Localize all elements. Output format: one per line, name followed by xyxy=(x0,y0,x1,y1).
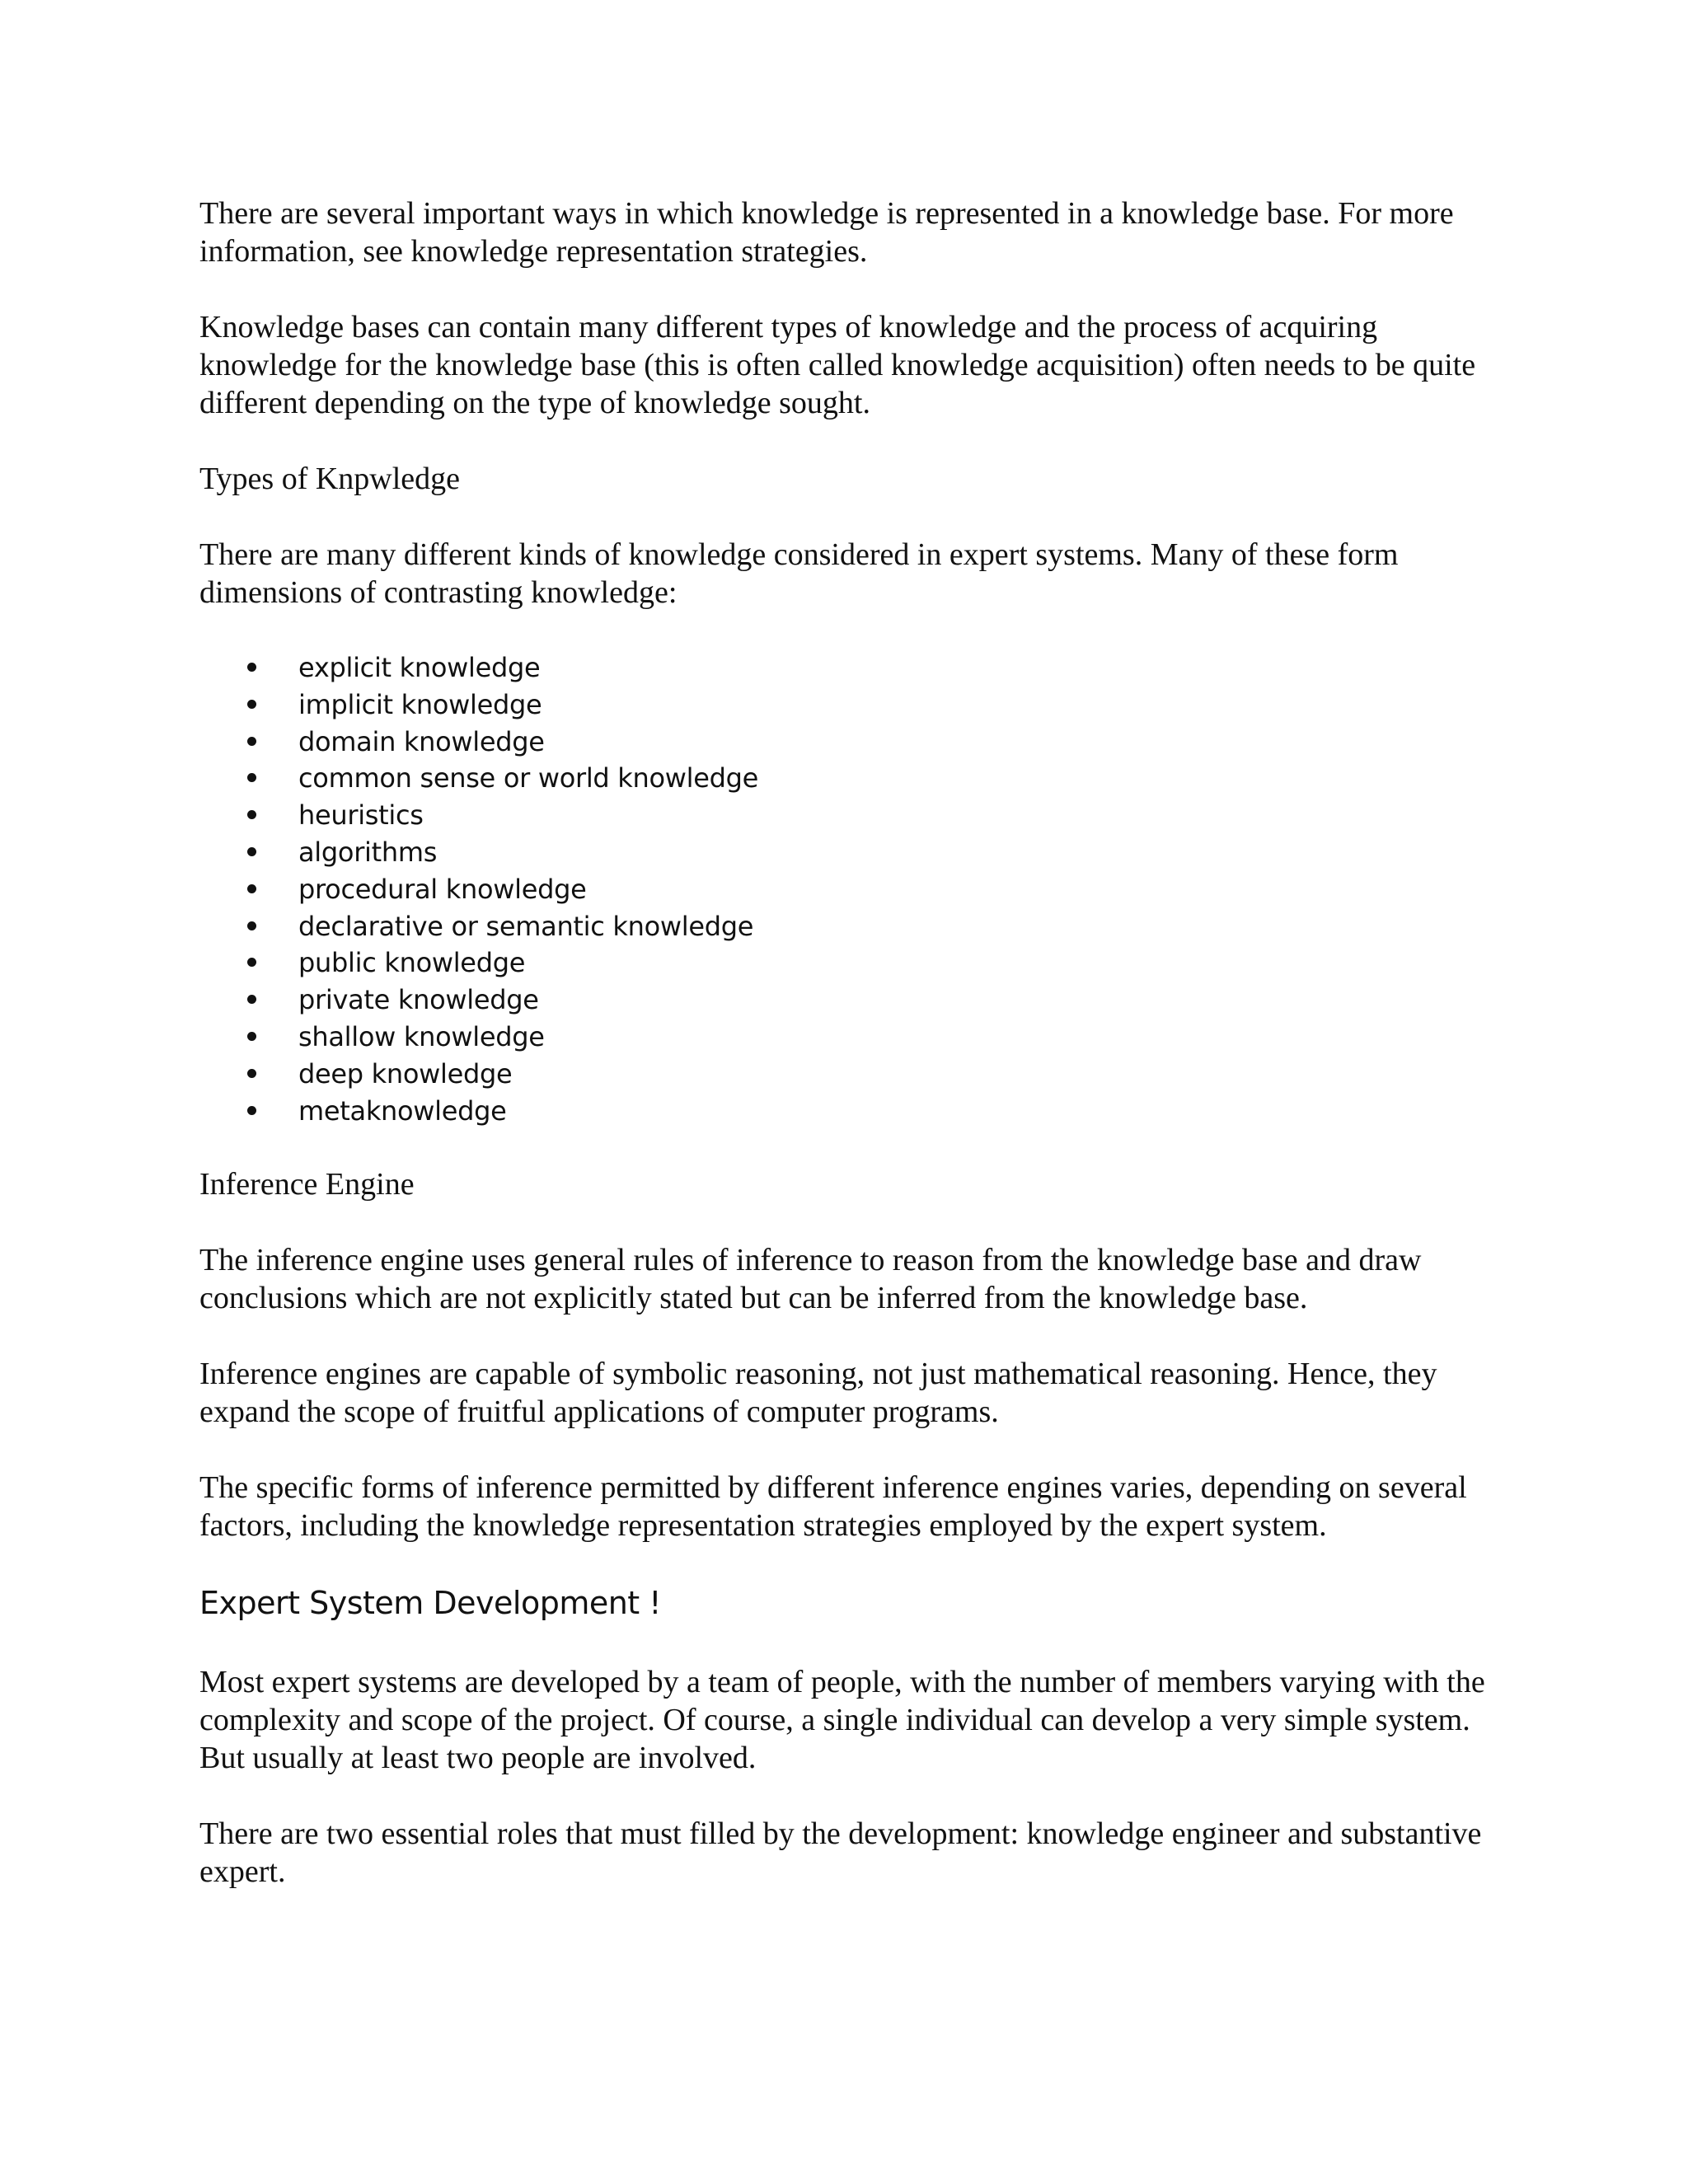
list-item xyxy=(199,1019,1502,1056)
list-item xyxy=(199,760,1502,797)
bullet-icon xyxy=(247,884,256,893)
list-item-label: explicit knowledge xyxy=(298,652,541,683)
list-item xyxy=(199,871,1502,908)
bullet-icon xyxy=(247,1106,256,1115)
bullet-icon xyxy=(247,995,256,1004)
list-item-label: heuristics xyxy=(298,799,424,832)
list-item xyxy=(199,649,1502,687)
list-item-label: implicit knowledge xyxy=(298,688,542,720)
knowledge-types-list xyxy=(199,649,1502,1129)
list-item-label: metaknowledge xyxy=(298,1094,507,1127)
list-item-label: procedural knowledge xyxy=(298,873,587,905)
list-item-label: declarative or semantic knowledge xyxy=(298,910,754,942)
intro-paragraph-1: There are several important ways in which knowledge is represented in a knowledge base. For more information, see knowledge representation strategies. xyxy=(199,196,1454,269)
list-item-label: algorithms xyxy=(298,836,438,868)
types-heading: Types of Knpwledge xyxy=(199,462,461,496)
types-intro-paragraph: There are many different kinds of knowledge considered in expert systems. Many of these form dimensions of contrasting knowledge: xyxy=(199,537,1399,610)
bullet-icon xyxy=(247,847,256,856)
list-item-label: common sense or world knowledge xyxy=(298,762,759,794)
bullet-icon xyxy=(247,921,256,930)
intro-paragraph-2: Knowledge bases can contain many different types of knowledge and the process of acquiring knowledge for the knowledge base (this is often called knowledge acquisition) often needs to be quite different depending on the type of knowledge sought. xyxy=(199,310,1476,420)
list-item xyxy=(199,982,1502,1019)
list-item xyxy=(199,1093,1502,1130)
inference-paragraph-1: The inference engine uses general rules of inference to reason from the knowledge base and draw conclusions which are not explicitly stated but can be inferred from the knowledge base. xyxy=(199,1243,1422,1316)
bullet-icon xyxy=(247,737,256,746)
list-item xyxy=(199,834,1502,871)
bullet-icon xyxy=(247,1069,256,1078)
list-item xyxy=(199,908,1502,945)
inference-paragraph-2: Inference engines are capable of symbolic reasoning, not just mathematical reasoning. Hence, they expand the scope of fruitful applications of computer programs. xyxy=(199,1357,1437,1430)
list-item xyxy=(199,724,1502,761)
inference-heading: Inference Engine xyxy=(199,1167,415,1202)
development-paragraph-2: There are two essential roles that must filled by the development: knowledge engineer and substantive expert. xyxy=(199,1816,1482,1890)
list-item xyxy=(199,687,1502,724)
bullet-icon xyxy=(247,1032,256,1041)
list-item xyxy=(199,797,1502,834)
bullet-icon xyxy=(247,773,256,782)
list-item-label: deep knowledge xyxy=(298,1057,513,1090)
development-paragraph-1: Most expert systems are developed by a team of people, with the number of members varying with the complexity and scope of the project. Of course, a single individual can develop a very simple system. But usually at least two people are involved. xyxy=(199,1665,1485,1776)
list-item xyxy=(199,944,1502,982)
document-body xyxy=(199,194,1502,1929)
bullet-icon xyxy=(247,810,256,819)
list-item-label: public knowledge xyxy=(298,947,526,979)
list-item xyxy=(199,1056,1502,1093)
list-item-label: domain knowledge xyxy=(298,725,545,757)
bullet-icon xyxy=(247,700,256,709)
bullet-icon xyxy=(247,663,256,672)
list-item-label: private knowledge xyxy=(298,984,539,1016)
inference-paragraph-3: The specific forms of inference permitted by different inference engines varies, depending on several factors, including the knowledge representation strategies employed by the expert system. xyxy=(199,1470,1467,1544)
development-heading: Expert System Development ! xyxy=(199,1585,662,1622)
bullet-icon xyxy=(247,958,256,967)
list-item-label: shallow knowledge xyxy=(298,1020,545,1052)
